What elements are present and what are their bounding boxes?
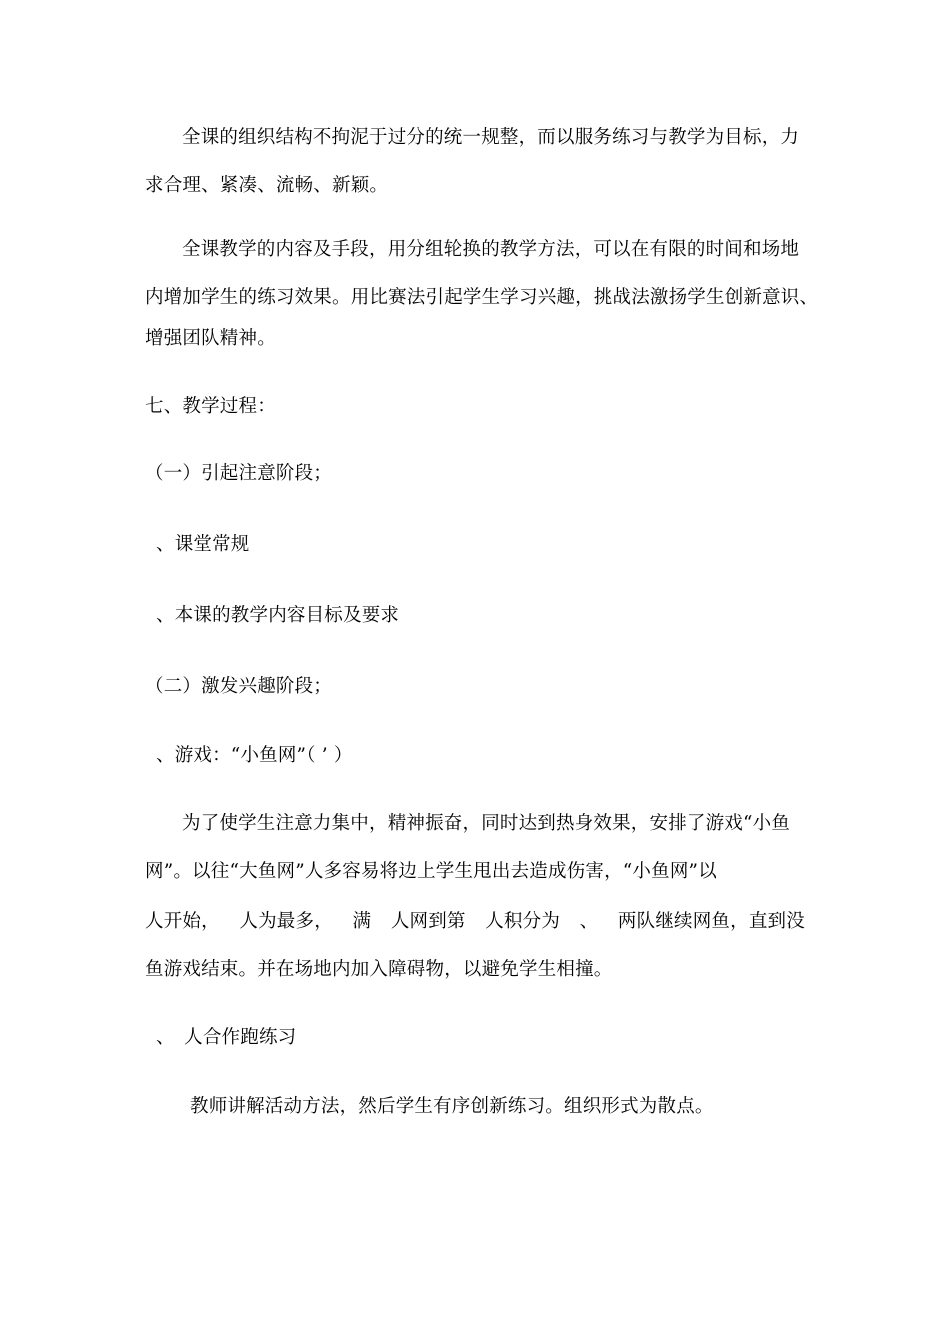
stage-heading-attention: （一）引起注意阶段； — [145, 463, 333, 484]
paragraph-1-line-1: 全课的组织结构不拘泥于过分的统一规整，而以服务练习与教学为目标，力 — [182, 127, 800, 148]
line-3-part: 人积分为 — [485, 911, 561, 932]
list-item-objectives: 、本课的教学内容目标及要求 — [156, 605, 400, 626]
paragraph-2-line-3: 增强团队精神。 — [145, 328, 276, 349]
line-3-part: 、 — [579, 911, 599, 932]
paragraph-3-line-2: 网”。以往“大鱼网”人多容易将边上学生甩出去造成伤害，“小鱼网”以 — [145, 861, 717, 882]
paragraph-1-line-2: 求合理、紧凑、流畅、新颖。 — [145, 175, 389, 196]
paragraph-3-line-3 — [145, 910, 805, 934]
paragraph-2-line-2: 内增加学生的练习效果。用比赛法引起学生学习兴趣，挑战法激扬学生创新意识、 — [145, 287, 819, 308]
stage-heading-interest: （二）激发兴趣阶段； — [145, 676, 333, 697]
line-3-part: 两队继续网鱼，直到没 — [617, 911, 805, 932]
list-item-team-run: 、 人合作跑练习 — [156, 1027, 297, 1048]
line-3-part: 人开始， — [145, 911, 220, 932]
line-3-part: 人为最多， — [239, 911, 333, 932]
line-3-part: 满 — [352, 911, 372, 932]
list-item-class-routine: 、课堂常规 — [156, 534, 250, 555]
line-3-part: 人网到第 — [390, 911, 466, 932]
paragraph-4: 教师讲解活动方法，然后学生有序创新练习。组织形式为散点。 — [190, 1096, 714, 1117]
paragraph-2-line-1: 全课教学的内容及手段，用分组轮换的教学方法，可以在有限的时间和场地 — [182, 239, 800, 260]
list-item-game: 、游戏：“小鱼网”（ ’ ） — [156, 745, 353, 766]
paragraph-3-line-4: 鱼游戏结束。并在场地内加入障碍物，以避免学生相撞。 — [145, 959, 613, 980]
paragraph-3-line-1: 为了使学生注意力集中，精神振奋，同时达到热身效果，安排了游戏“小鱼 — [182, 813, 791, 834]
section-heading-teaching-process: 七、教学过程： — [145, 396, 276, 417]
